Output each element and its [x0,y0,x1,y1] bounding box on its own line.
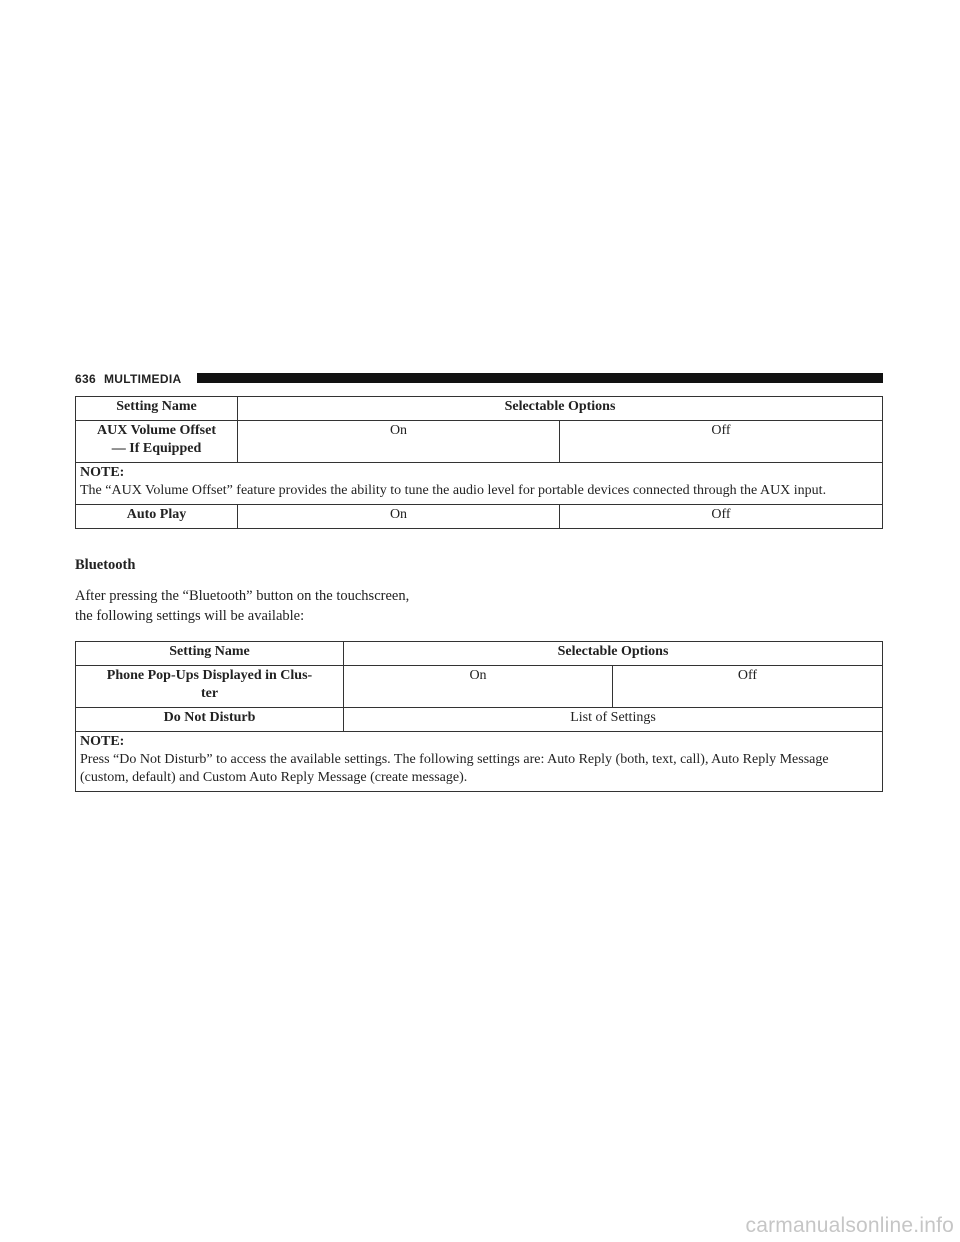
watermark-text: carmanualsonline.info [745,1214,954,1237]
note-cell [76,463,883,505]
table-row [76,421,883,463]
option-on: On [238,505,560,529]
table-row [76,505,883,529]
intro-line: After pressing the “Bluetooth” button on the touchscreen, [75,588,410,604]
bluetooth-settings-table [75,641,883,792]
setting-name-line: AUX Volume Offset [97,423,216,438]
table-header-row [76,642,883,666]
column-header-selectable-options: Selectable Options [344,642,883,666]
setting-name-phone-popups [76,666,344,708]
header-rule [197,373,883,383]
option-on: On [344,666,613,708]
option-list-of-settings: List of Settings [344,708,883,732]
table-row [76,666,883,708]
setting-name-line: ter [200,686,219,701]
option-off: Off [560,421,883,463]
column-header-selectable-options: Selectable Options [238,397,883,421]
setting-name-aux-volume-offset [76,421,238,463]
section-title: MULTIMEDIA [104,372,182,386]
setting-name-auto-play: Auto Play [76,505,238,529]
note-row [76,463,883,505]
column-header-setting-name: Setting Name [76,397,238,421]
option-off: Off [560,505,883,529]
note-cell [76,732,883,792]
page-number: 636 [75,372,96,386]
option-off: Off [613,666,883,708]
setting-name-do-not-disturb: Do Not Disturb [76,708,344,732]
bluetooth-intro [75,586,495,626]
aux-settings-table [75,396,883,529]
option-on: On [238,421,560,463]
table-header-row [76,397,883,421]
note-text: Press “Do Not Disturb” to access the available settings. The following settings are: Auto Reply (both, text, call), Auto Reply Message (custom, default) and Custom Auto Reply Message (create message). [80,752,829,785]
bluetooth-heading: Bluetooth [75,557,136,573]
note-label: NOTE: [80,734,125,749]
note-text: The “AUX Volume Offset” feature provides the ability to tune the audio level for portable devices connected through the AUX input. [80,483,827,498]
table-row [76,708,883,732]
page-header [75,370,883,390]
note-label: NOTE: [80,465,125,480]
column-header-setting-name: Setting Name [76,642,344,666]
note-row [76,732,883,792]
setting-name-line: Phone Pop-Ups Displayed in Clus- [106,668,313,683]
setting-name-line: — If Equipped [111,441,202,456]
intro-line: the following settings will be available: [75,608,305,624]
